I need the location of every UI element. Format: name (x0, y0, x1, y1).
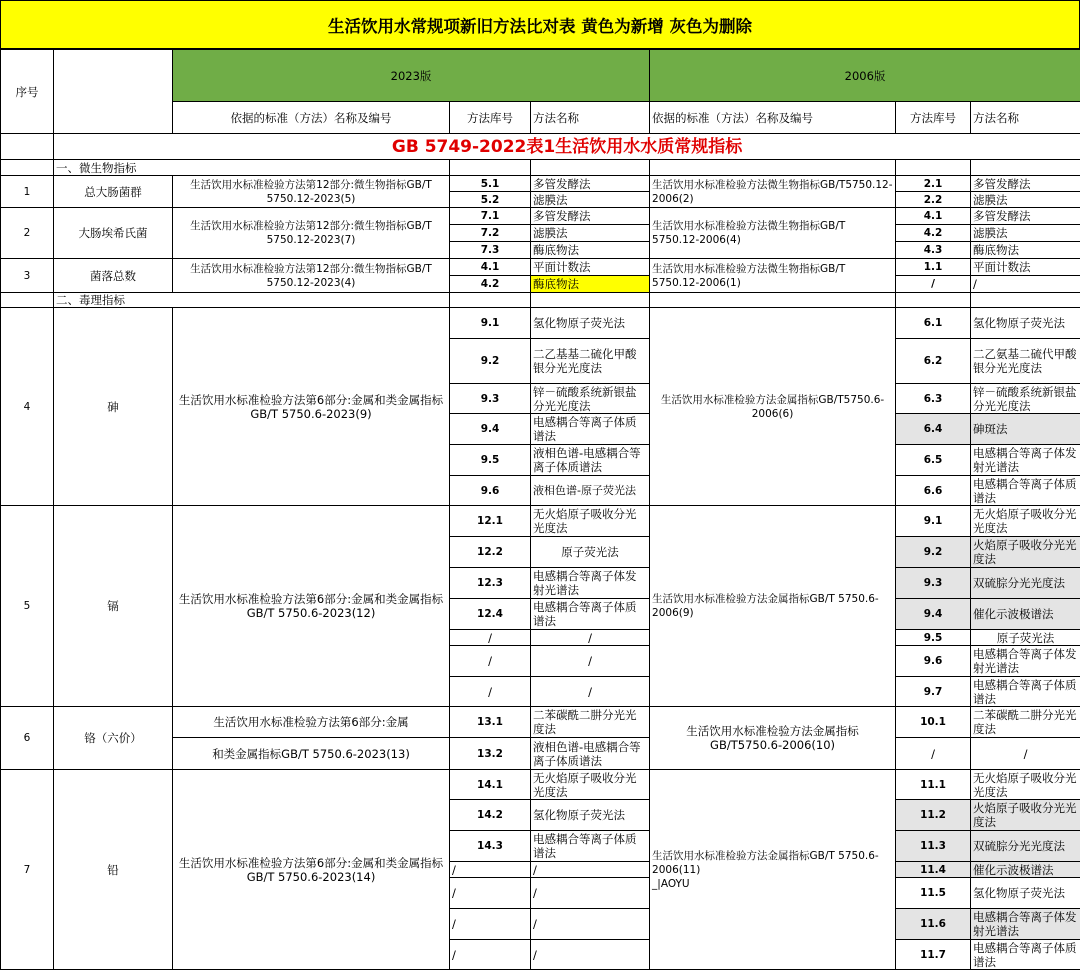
lib-no: 7.3 (450, 242, 531, 259)
lib-no: 7.1 (450, 208, 531, 225)
method-name: 无火焰原子吸收分光光度法 (971, 506, 1080, 537)
method-name: 二乙氨基二硫代甲酸银分光光度法 (971, 339, 1080, 384)
std-2023: 生活饮用水标准检验方法第6部分:金属和类金属指标GB/T 5750.6-2023(12) (173, 506, 450, 707)
std-2006-text: 生活饮用水标准检验方法金属指标GB/T 5750.6-2006(11) (652, 849, 879, 876)
method-name: 氢化物原子荧光法 (531, 308, 650, 339)
method-name: 多管发酵法 (971, 208, 1080, 225)
lib-no: 6.6 (896, 476, 971, 506)
header-no: 序号 (1, 50, 54, 134)
method-name: 酶底物法 (971, 242, 1080, 259)
method-name: 电感耦合等离子体发射光谱法 (531, 568, 650, 599)
param-name: 镉 (54, 506, 173, 707)
header-blank (54, 50, 173, 134)
lib-no: 10.1 (896, 707, 971, 738)
lib-no: / (450, 940, 531, 970)
cat-blank (1, 293, 54, 308)
lib-no: 6.2 (896, 339, 971, 384)
comparison-table (0, 49, 1080, 970)
method-name-deleted: 双硫腙分光光度法 (971, 831, 1080, 862)
lib-no: 5.1 (450, 176, 531, 192)
header-method-2023: 方法名称 (531, 102, 650, 134)
lib-no: 12.3 (450, 568, 531, 599)
method-name: 电感耦合等离子体质谱法 (531, 414, 650, 445)
lib-no: / (450, 862, 531, 878)
lib-no: 9.5 (450, 445, 531, 476)
method-name: / (531, 878, 650, 909)
method-name: 滤膜法 (531, 192, 650, 208)
lib-no: 13.1 (450, 707, 531, 738)
method-name-deleted: 电感耦合等离子体发射光谱法 (971, 909, 1080, 940)
std-2006 (650, 770, 896, 970)
param-name: 砷 (54, 308, 173, 506)
method-name-new: 酶底物法 (531, 276, 650, 293)
header-2023: 2023版 (173, 50, 650, 102)
lib-no-deleted: 9.3 (896, 568, 971, 599)
lib-no: 4.3 (896, 242, 971, 259)
lib-no-deleted: 11.4 (896, 862, 971, 878)
cat-blank (1, 160, 54, 176)
lib-no: 6.1 (896, 308, 971, 339)
param-name: 铬（六价） (54, 707, 173, 770)
method-name: 平面计数法 (971, 259, 1080, 276)
std-2023: 和类金属指标GB/T 5750.6-2023(13) (173, 738, 450, 770)
lib-no: 9.4 (450, 414, 531, 445)
lib-no: 9.6 (450, 476, 531, 506)
lib-no: / (450, 878, 531, 909)
method-name: 电感耦合等离子体质谱法 (531, 831, 650, 862)
method-name: 电感耦合等离子体质谱法 (531, 599, 650, 630)
lib-no: 9.1 (450, 308, 531, 339)
method-name-deleted: 催化示波极谱法 (971, 599, 1080, 630)
row-no: 7 (1, 770, 54, 970)
category-microbial: 一、微生物指标 (54, 160, 450, 176)
lib-no: 14.2 (450, 800, 531, 831)
lib-no-deleted: 9.4 (896, 599, 971, 630)
method-name: 电感耦合等离子体质谱法 (971, 940, 1080, 970)
method-name: 二乙基基二硫化甲酸银分光光度法 (531, 339, 650, 384)
method-name: 液相色谱-原子荧光法 (531, 476, 650, 506)
param-name: 总大肠菌群 (54, 176, 173, 208)
method-name: 液相色谱-电感耦合等离子体质谱法 (531, 738, 650, 770)
std-2023: 生活饮用水标准检验方法第12部分:微生物指标GB/T 5750.12-2023(5) (173, 176, 450, 208)
category-toxic: 二、毒理指标 (54, 293, 450, 308)
method-name: 多管发酵法 (971, 176, 1080, 192)
lib-no: 9.5 (896, 630, 971, 646)
lib-no-deleted: 11.3 (896, 831, 971, 862)
std-2023: 生活饮用水标准检验方法第12部分:微生物指标GB/T 5750.12-2023(7) (173, 208, 450, 259)
lib-no: 9.6 (896, 646, 971, 677)
param-name: 大肠埃希氏菌 (54, 208, 173, 259)
method-name: / (971, 738, 1080, 770)
lib-no: 6.3 (896, 384, 971, 414)
method-name: 原子荧光法 (531, 537, 650, 568)
std-2006: 生活饮用水标准检验方法金属指标GB/T 5750.6-2006(9) (650, 506, 896, 707)
std-2006: 生活饮用水标准检验方法微生物指标GB/T 5750.12-2006(4) (650, 208, 896, 259)
std-2023: 生活饮用水标准检验方法第6部分:金属和类金属指标GB/T 5750.6-2023(9) (173, 308, 450, 506)
method-name: 电感耦合等离子体质谱法 (971, 677, 1080, 707)
method-name: 电感耦合等离子体发射光谱法 (971, 646, 1080, 677)
std-2023: 生活饮用水标准检验方法第6部分:金属和类金属指标GB/T 5750.6-2023(14) (173, 770, 450, 970)
method-name: / (531, 862, 650, 878)
method-name: 平面计数法 (531, 259, 650, 276)
row-no: 3 (1, 259, 54, 293)
method-name: / (971, 276, 1080, 293)
method-name: 多管发酵法 (531, 208, 650, 225)
method-name: 酶底物法 (531, 242, 650, 259)
method-name: 二苯碳酰二肼分光光度法 (531, 707, 650, 738)
lib-no: / (450, 630, 531, 646)
method-name: 氢化物原子荧光法 (531, 800, 650, 831)
lib-no: / (450, 646, 531, 677)
method-name: 电感耦合等离子体发射光谱法 (971, 445, 1080, 476)
header-std-2006: 依据的标准（方法）名称及编号 (650, 102, 896, 134)
method-name: 无火焰原子吸收分光光度法 (531, 506, 650, 537)
header-lib-2006: 方法库号 (896, 102, 971, 134)
lib-no: 7.2 (450, 225, 531, 242)
method-name: 氢化物原子荧光法 (971, 878, 1080, 909)
header-2006: 2006版 (650, 50, 1080, 102)
lib-no: 12.1 (450, 506, 531, 537)
lib-no: 11.5 (896, 878, 971, 909)
lib-no: 11.7 (896, 940, 971, 970)
method-name-deleted: 砷斑法 (971, 414, 1080, 445)
watermark-text: _|AOYU (652, 877, 690, 890)
method-name: 二苯碳酰二肼分光光度法 (971, 707, 1080, 738)
lib-no: 9.7 (896, 677, 971, 707)
lib-no: / (450, 909, 531, 940)
lib-no: 9.3 (450, 384, 531, 414)
method-name: 氢化物原子荧光法 (971, 308, 1080, 339)
method-name: / (531, 677, 650, 707)
header-method-2006: 方法名称 (971, 102, 1080, 134)
header-std-2023: 依据的标准（方法）名称及编号 (173, 102, 450, 134)
lib-no: 13.2 (450, 738, 531, 770)
method-name: 原子荧光法 (971, 630, 1080, 646)
lib-no: 5.2 (450, 192, 531, 208)
lib-no: 14.1 (450, 770, 531, 800)
lib-no-deleted: 6.4 (896, 414, 971, 445)
method-name: 电感耦合等离子体质谱法 (971, 476, 1080, 506)
lib-no-deleted: 11.6 (896, 909, 971, 940)
method-name: 多管发酵法 (531, 176, 650, 192)
method-name: 无火焰原子吸收分光光度法 (531, 770, 650, 800)
method-name: 无火焰原子吸收分光光度法 (971, 770, 1080, 800)
section-title: GB 5749-2022表1生活饮用水水质常规指标 (54, 134, 1080, 160)
lib-no: 4.2 (450, 276, 531, 293)
lib-no: 12.4 (450, 599, 531, 630)
method-name: 锌－硫酸系统新银盐分光光度法 (971, 384, 1080, 414)
lib-no-deleted: 11.2 (896, 800, 971, 831)
page-title: 生活饮用水常规项新旧方法比对表 黄色为新增 灰色为删除 (0, 0, 1080, 49)
method-name: / (531, 940, 650, 970)
row-no: 6 (1, 707, 54, 770)
lib-no: / (896, 276, 971, 293)
method-name: 滤膜法 (971, 225, 1080, 242)
lib-no: 4.2 (896, 225, 971, 242)
lib-no: 1.1 (896, 259, 971, 276)
lib-no: 11.1 (896, 770, 971, 800)
std-2006: 生活饮用水标准检验方法微生物指标GB/T 5750.12-2006(1) (650, 259, 896, 293)
row-no: 1 (1, 176, 54, 208)
method-name: 液相色谱-电感耦合等离子体质谱法 (531, 445, 650, 476)
row-no: 4 (1, 308, 54, 506)
lib-no: / (450, 677, 531, 707)
std-2006: 生活饮用水标准检验方法金属指标GB/T5750.6-2006(10) (650, 707, 896, 770)
method-name: 滤膜法 (971, 192, 1080, 208)
lib-no: 2.2 (896, 192, 971, 208)
method-name-deleted: 双硫腙分光光度法 (971, 568, 1080, 599)
lib-no: 4.1 (896, 208, 971, 225)
section-blank (1, 134, 54, 160)
method-name-deleted: 火焰原子吸收分光光度法 (971, 800, 1080, 831)
param-name: 菌落总数 (54, 259, 173, 293)
lib-no: 9.1 (896, 506, 971, 537)
method-name: / (531, 630, 650, 646)
lib-no-deleted: 9.2 (896, 537, 971, 568)
lib-no: 4.1 (450, 259, 531, 276)
lib-no: 6.5 (896, 445, 971, 476)
std-2006: 生活饮用水标准检验方法金属指标GB/T5750.6-2006(6) (650, 308, 896, 506)
lib-no: 14.3 (450, 831, 531, 862)
method-name: 锌－硫酸系统新银盐分光光度法 (531, 384, 650, 414)
row-no: 5 (1, 506, 54, 707)
std-2023: 生活饮用水标准检验方法第6部分:金属 (173, 707, 450, 738)
lib-no: 9.2 (450, 339, 531, 384)
row-no: 2 (1, 208, 54, 259)
param-name: 铅 (54, 770, 173, 970)
lib-no: / (896, 738, 971, 770)
header-lib-2023: 方法库号 (450, 102, 531, 134)
lib-no: 2.1 (896, 176, 971, 192)
method-name: / (531, 646, 650, 677)
method-name: 滤膜法 (531, 225, 650, 242)
method-name: / (531, 909, 650, 940)
std-2006: 生活饮用水标准检验方法微生物指标GB/T5750.12-2006(2) (650, 176, 896, 208)
std-2023: 生活饮用水标准检验方法第12部分:微生物指标GB/T 5750.12-2023(4) (173, 259, 450, 293)
method-name-deleted: 火焰原子吸收分光光度法 (971, 537, 1080, 568)
method-name-deleted: 催化示波极谱法 (971, 862, 1080, 878)
lib-no: 12.2 (450, 537, 531, 568)
